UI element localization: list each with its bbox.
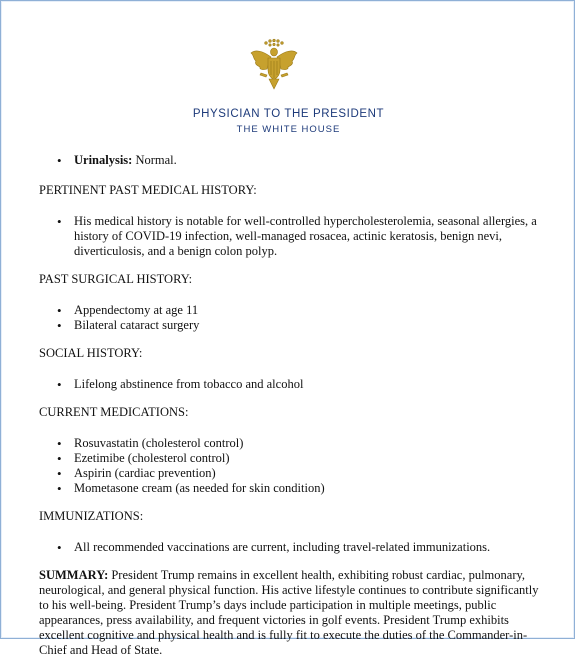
social-heading: SOCIAL HISTORY: bbox=[39, 346, 143, 360]
letterhead-subtitle: THE WHITE HOUSE bbox=[236, 124, 341, 135]
meds-item: • Aspirin (cardiac prevention) bbox=[39, 466, 551, 481]
psh-heading: PAST SURGICAL HISTORY: bbox=[39, 272, 193, 286]
psh-list bbox=[39, 303, 551, 333]
meds-item: • Rosuvastatin (cholesterol control) bbox=[39, 436, 551, 451]
pmh-heading: PERTINENT PAST MEDICAL HISTORY: bbox=[39, 183, 257, 197]
psh-item: • Bilateral cataract surgery bbox=[39, 318, 551, 333]
summary-text: President Trump remains in excellent health, exhibiting robust cardiac, pulmonary, neurological, and general physical function. His active lifestyle continues to contribute significantly to his well-being. President Trump’s days include participation in multiple meetings, public appearances, press availability, and frequent victories in golf events. President Trump exhibits excellent cognitive and physical health and is fully fit to execute the duties of the Commander-in-Chief and Head of State. bbox=[39, 568, 539, 657]
immunizations-heading: IMMUNIZATIONS: bbox=[39, 509, 144, 523]
meds-item: • Ezetimibe (cholesterol control) bbox=[39, 451, 551, 466]
meds-list bbox=[39, 436, 551, 496]
summary-label: SUMMARY: bbox=[39, 568, 109, 582]
summary-paragraph bbox=[39, 568, 551, 658]
immunizations-item: • All recommended vaccinations are current, including travel-related immunizations. bbox=[39, 540, 551, 555]
letterhead-title: PHYSICIAN TO THE PRESIDENT bbox=[192, 108, 385, 120]
urinalysis-label: Urinalysis: bbox=[74, 153, 133, 167]
psh-item: • Appendectomy at age 11 bbox=[39, 303, 551, 318]
pmh-list bbox=[39, 214, 551, 259]
presidential-eagle-seal-icon bbox=[249, 37, 299, 91]
pmh-item: • His medical history is notable for well-controlled hypercholesterolemia, seasonal allergies, a history of COVID-19 infection, well-managed rosacea, actinic keratosis, benign nevi, diverticulosis, and a benign colon polyp. bbox=[39, 214, 551, 259]
document-body bbox=[39, 153, 551, 658]
urinalysis-item bbox=[39, 153, 551, 168]
immunizations-list bbox=[39, 540, 551, 555]
meds-item: • Mometasone cream (as needed for skin condition) bbox=[39, 481, 551, 496]
social-item: • Lifelong abstinence from tobacco and alcohol bbox=[39, 377, 551, 392]
meds-heading: CURRENT MEDICATIONS: bbox=[39, 405, 189, 419]
urinalysis-list bbox=[39, 153, 551, 168]
urinalysis-value: Normal. bbox=[135, 153, 177, 167]
social-list bbox=[39, 377, 551, 392]
